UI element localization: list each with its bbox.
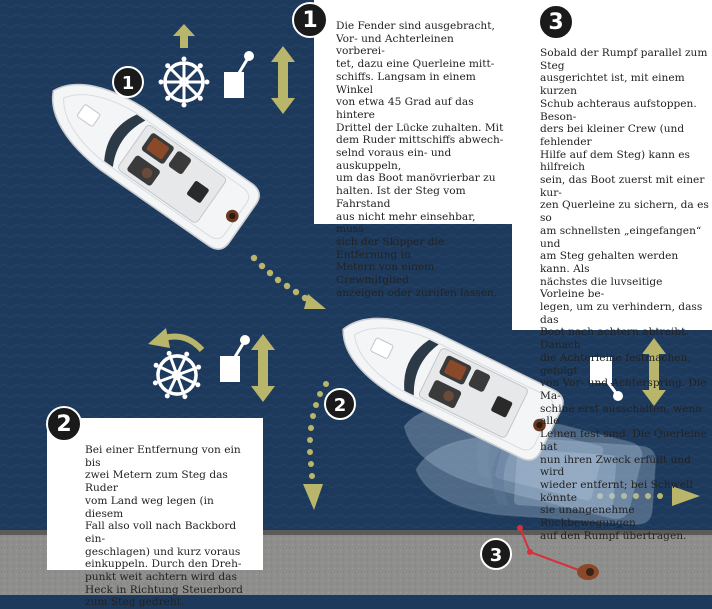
step-2-badge: 2 [46,406,82,442]
step-3-panel [512,0,712,542]
step-1-text: Die Fender sind ausgebracht, Vor- und Achterleinen vorberei- tet, dazu eine Querleine mitt- schiffs. Langsam in einem Winkel von etwa 45 Grad auf das hintere Drittel der Lücke zuhalten. Mit dem Ruder mittschiffs abwech- selnd voraus ein- und auskuppeln, um das Boot manövrierbar zu halten. Ist der Steg vom Fahrstand aus nicht mehr einsehbar, muss sich der Skipper die Entfernung in Metern von einem Crewmitglied anzeigen oder zurufen lassen. [336,20,504,299]
marker-2: 2 [324,388,356,420]
marker-3: 3 [480,538,512,570]
step-1-panel [314,0,512,299]
step-3-badge: 3 [538,4,574,40]
step-2-text: Bei einer Entfernung von ein bis zwei Metern zum Steg das Ruder vom Land weg legen (in diesem Fall also voll nach Backbord ein- geschlagen) und kurz voraus einkuppeln. Durch den Dreh- punkt weit achtern wird das Heck in Richtung Steuerbord zum Steg gedreht. [85,444,243,609]
step-3-text: Sobald der Rumpf parallel zum Steg ausgerichtet ist, mit einem kurzen Schub achteraus aufstoppen. Beson- ders bei kleiner Crew (und fehlender Hilfe auf dem Steg) kann es hilfreich sein, das Boot zuerst mit einer kur- zen Querleine zu sichern, da es so am schnellsten „eingefangen“ und am Steg gehalten werden kann. Als nächstes die luvseitige Vorleine be- legen, um zu verhindern, dass das Boot nach achtern abtreibt. Danach die Achterleine festmachen, gefolgt von Vor- und Achterspring. Die Ma- schine erst ausschalten, wenn alle Leinen fest sind. Die Querleine hat nun ihren Zweck erfüllt und wird wieder entfernt; bei Schwell könnte sie unangenehme Ruckbewegungen auf den Rumpf übertragen. [540,47,709,542]
marker-1: 1 [112,66,144,98]
step-1-badge: 1 [292,2,328,38]
steering-wheel-icon [159,57,210,108]
step-2-panel [47,418,263,609]
